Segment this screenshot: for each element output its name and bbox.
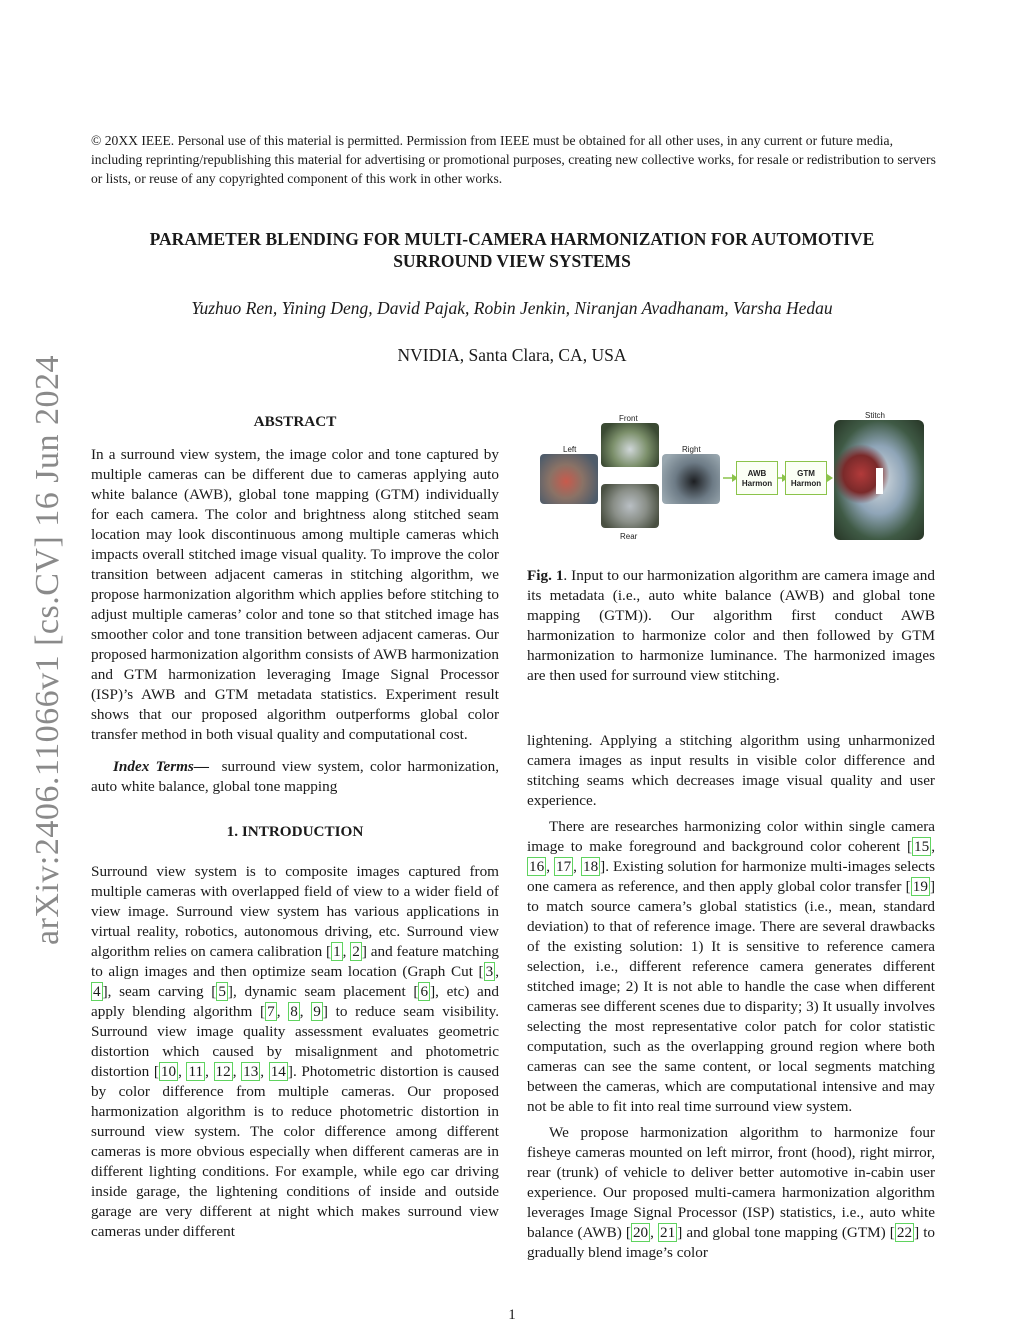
citation-link[interactable]: 8 — [290, 1003, 298, 1020]
citation-link[interactable]: 2 — [352, 943, 360, 960]
stitch-label: Stitch — [865, 411, 886, 420]
citation-link[interactable]: 22 — [896, 1224, 913, 1241]
citation-link[interactable]: 18 — [582, 858, 599, 875]
citation-link[interactable]: 15 — [914, 838, 930, 855]
figure-caption — [527, 566, 935, 686]
index-terms — [91, 757, 499, 797]
citation-link[interactable]: 17 — [555, 858, 572, 875]
citation-link[interactable]: 13 — [243, 1063, 259, 1080]
fig-caption-text: . Input to our harmonization algorithm are camera image and its metadata (i.e., auto white balance (AWB) and global tone mapping (GTM)). Our algorithm first conduct AWB harmonization to harmonize color and then followed by GTM harmonization to harmonize luminance. The harmonized images are then used for surround view stitching. — [527, 567, 935, 684]
citation-link[interactable]: 20 — [632, 1224, 649, 1241]
gtm-text: GTM — [797, 469, 815, 478]
right-paragraph-3: We propose harmonization algorithm to harmonize four fisheye cameras mounted on left mirror, front (hood), right mirror, rear (trunk) of vehicle to deliver better automotive in-cabin user experience. Our proposed multi-camera harmonization algorithm leverages Image Signal Processor (ISP) statistics, i.e., auto white balance (AWB) [ 20 , 21 ] and global tone mapping (GTM) [ 22 ] to gradually blend image’s color — [527, 1124, 936, 1261]
rear-label: Rear — [620, 532, 638, 541]
citation-link[interactable]: 9 — [313, 1003, 321, 1020]
citation-link[interactable]: 16 — [529, 858, 545, 875]
left-column — [91, 412, 499, 1242]
awb-text: AWB — [747, 469, 767, 478]
front-label: Front — [619, 414, 638, 423]
citation-link[interactable]: 7 — [267, 1003, 275, 1020]
intro-heading: 1. INTRODUCTION — [226, 823, 364, 840]
paper-title — [60, 228, 964, 272]
citation-link[interactable]: 14 — [270, 1063, 286, 1080]
right-label: Right — [682, 445, 701, 454]
fig-label: Fig. 1 — [527, 567, 564, 584]
citation-link[interactable]: 19 — [912, 878, 928, 895]
gtm-harmon-text: Harmon — [790, 479, 822, 488]
citation-link[interactable]: 4 — [93, 983, 101, 1000]
title-line-2: SURROUND VIEW SYSTEMS — [393, 251, 631, 271]
citation-link[interactable]: 21 — [660, 1224, 676, 1241]
citation-link[interactable]: 3 — [485, 963, 494, 980]
citation-link[interactable]: 10 — [160, 1063, 177, 1080]
index-terms-label: Index Terms— — [113, 758, 210, 775]
arxiv-watermark: arXiv:2406.11066v1 [cs.CV] 16 Jun 2024 — [29, 354, 66, 945]
intro-paragraph: Surround view system is to composite images captured from multiple cameras with overlapped field of view to a wider field of view image. Surround view system has various applications in virtual reality, robotics, autonomous driving, etc. Surround view algorithm relies on camera calibration [ 1 , 2 ] and feature matching to align images and then optimize seam location (Graph Cut [ 3 , 4 ], seam carving [ 5 ], dynamic seam placement [ 6 ], etc) and apply blending algorithm [ 7 , 8 , 9 ] to reduce seam visibility. Surround view image quality assessment evaluates geometric distortion which caused by misalignment and photometric distortion [ 10 , 11 , 12 , 13 , 14 ]. Photometric distortion is caused by color difference from multiple cameras. Our proposed harmonization algorithm is to reduce photometric distortion in surround view system. The color difference among different cameras is more obvious especially when different cameras are in different lighting conditions. For example, while ego car driving inside garage, the lightening conditions of inside and outside garage are very different at night which makes surround view cameras under different — [91, 863, 500, 1240]
figure-1 — [527, 408, 935, 548]
right-column — [527, 731, 935, 1263]
affiliation: NVIDIA, Santa Clara, CA, USA — [397, 345, 627, 365]
citation-link[interactable]: 5 — [218, 983, 226, 1000]
abstract-text: In a surround view system, the image color and tone captured by multiple cameras can be different due to cameras applying auto white balance (AWB), global tone mapping (GTM) individually for each camera. The color and brightness along stitched seam location may look discontinuous among multiple cameras which impacts overall stitched image visual quality. To improve the color transition between adjacent cameras in stitching algorithm, we propose harmonization algorithm which applies before stitching to adjust multiple cameras’ color and tone so that stitched image has smoother color and tone transition between adjacent cameras. Our proposed harmonization algorithm consists of AWB harmonization and GTM harmonization leveraging Image Signal Processor (ISP)’s AWB and GTM metadata statistics. Experiment result shows that our proposed algorithm outperforms global color transfer method in both visual quality and computational cost. — [91, 446, 499, 743]
left-label: Left — [563, 445, 577, 454]
citation-link[interactable]: 1 — [333, 943, 341, 960]
page-number: 1 — [508, 1307, 516, 1323]
citation-link[interactable]: 12 — [215, 1063, 231, 1080]
abstract-heading: ABSTRACT — [253, 413, 337, 430]
ego-car-placeholder — [876, 468, 883, 494]
gtm-harmon-block — [785, 461, 827, 495]
title-line-1: PARAMETER BLENDING FOR MULTI-CAMERA HARMONIZATION FOR AUTOMOTIVE — [149, 229, 875, 249]
copyright-notice: © 20XX IEEE. Personal use of this material is permitted. Permission from IEEE must be obtained for all other uses, in any current or future media, including reprinting/republishing this material for advertising or promotional purposes, creating new collective works, for resale or redistribution to servers or lists, or reuse of any copyrighted component of this work in other works. — [91, 133, 936, 186]
index-terms-text: surround view system, color harmonization, auto white balance, global tone mapping — [91, 758, 500, 795]
citation-link[interactable]: 11 — [188, 1063, 204, 1080]
right-paragraph-1: lightening. Applying a stitching algorithm using unharmonized camera images as input results in visible color difference and stitching seams which decreases image visual quality and user experience. — [527, 732, 935, 809]
author-list: Yuzhuo Ren, Yining Deng, David Pajak, Robin Jenkin, Niranjan Avadhanam, Varsha Hedau — [191, 298, 833, 318]
stitched-image — [834, 420, 924, 540]
citation-link[interactable]: 6 — [420, 983, 429, 1000]
awb-harmon-block — [736, 461, 778, 495]
awb-harmon-text: Harmon — [741, 479, 773, 488]
right-paragraph-2: There are researches harmonizing color within single camera image to make foreground and background color coherent [ 15 , 16 , 17 , 18 ]. Existing solution for harmonize multi-images selects one camera as reference, and then apply global color transfer [ 19 ] to match source camera’s global statistics (i.e., mean, standard deviation) to that of reference image. There are several drawbacks of the existing solution: 1) It is sensitive to reference camera selection, i.e., different reference camera generates different stitched image; 2) It is not able to handle the case when different cameras see different scenes due to disparity; 3) It usually involves selecting the most representative color patch for color statistic computation, such as the overlapping ground region where both cameras can see the same content, or local segments matching between the cameras, which are computational intensive and may not be able to fit into real time surround view system. — [527, 818, 935, 1115]
